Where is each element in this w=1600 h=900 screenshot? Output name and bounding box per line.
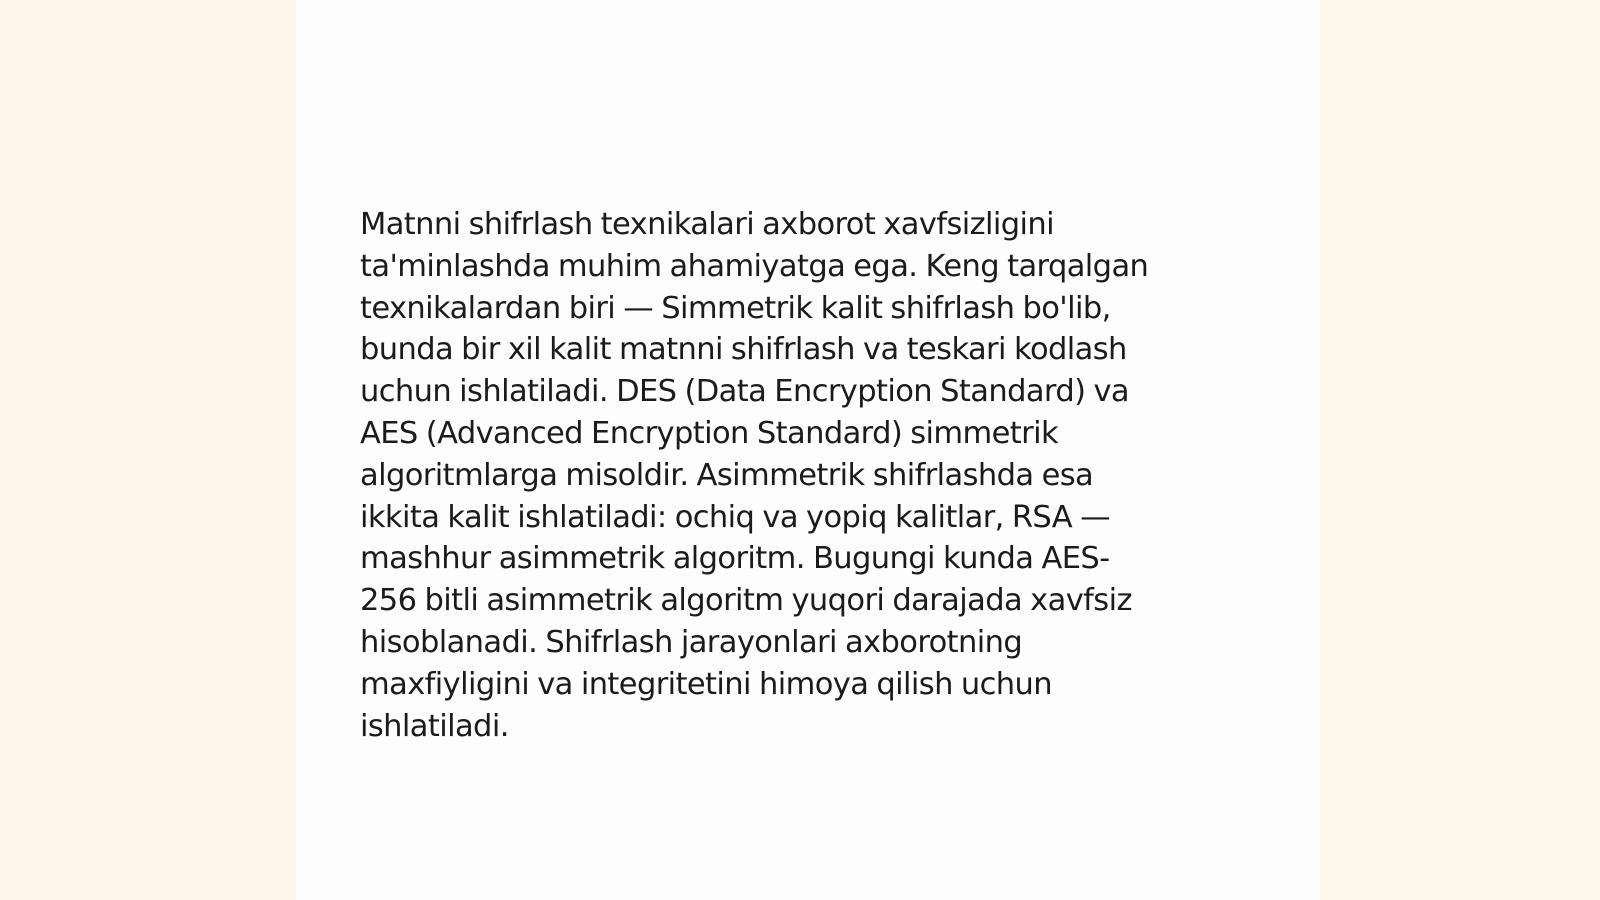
paragraph-line: bunda bir xil kalit matnni shifrlash va teskari kodlash xyxy=(360,332,1127,368)
paragraph-line: Matnni shifrlash texnikalari axborot xavfsizligini xyxy=(360,207,1055,242)
paragraph-line: 256 bitli asimmetrik algoritm yuqori darajada xavfsiz xyxy=(360,583,1132,619)
document-page xyxy=(296,0,1320,900)
right-margin-background xyxy=(1320,0,1600,900)
paragraph-line: ikkita kalit ishlatiladi: ochiq va yopiq kalitlar, RSA — xyxy=(360,499,1111,535)
paragraph-line: algoritmlarga misoldir. Asimmetrik shifrlashda esa xyxy=(360,457,1094,493)
left-margin-background xyxy=(0,0,296,900)
paragraph-line: maxfiyligini va integritetini himoya qilish uchun xyxy=(360,666,1052,702)
paragraph-line: texnikalardan biri — Simmetrik kalit shifrlash bo'lib, xyxy=(360,290,1111,326)
paragraph-line: AES (Advanced Encryption Standard) simmetrik xyxy=(360,415,1059,451)
paragraph-line: ta'minlashda muhim ahamiyatga ega. Keng tarqalgan xyxy=(360,248,1149,284)
paragraph-line: uchun ishlatiladi. DES (Data Encryption Standard) va xyxy=(360,374,1130,410)
paragraph-line: mashhur asimmetrik algoritm. Bugungi kunda AES- xyxy=(360,541,1110,577)
body-paragraph xyxy=(360,204,1260,747)
paragraph-line: ishlatiladi. xyxy=(360,708,509,744)
paragraph-line: hisoblanadi. Shifrlash jarayonlari axborotning xyxy=(360,624,1023,660)
